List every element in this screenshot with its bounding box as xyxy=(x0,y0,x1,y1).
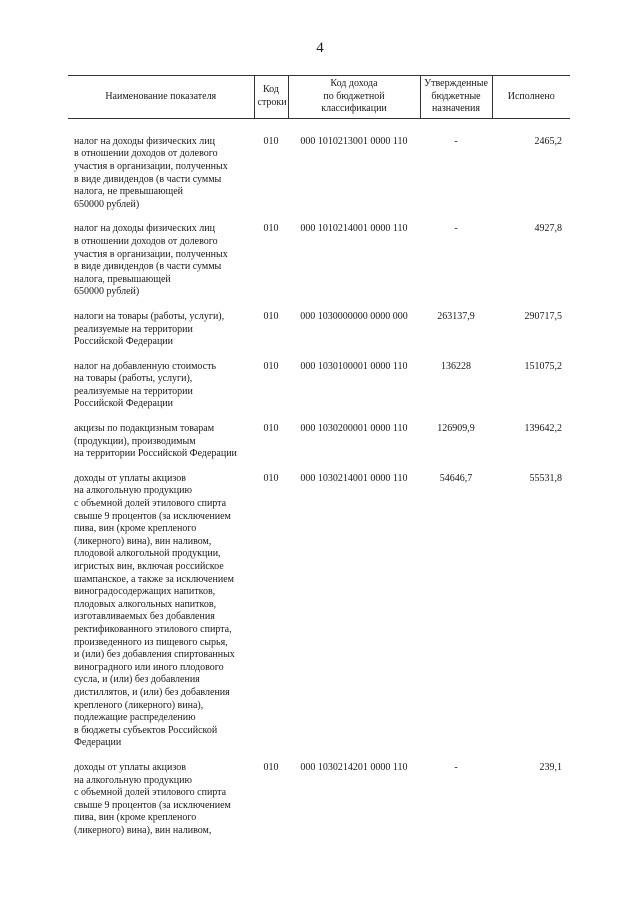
line-code: 010 xyxy=(263,472,279,484)
executed-amount: 55531,8 xyxy=(529,472,562,484)
line-code: 010 xyxy=(263,310,279,322)
table-row xyxy=(68,361,570,423)
table-row xyxy=(68,762,570,850)
line-code: 010 xyxy=(263,423,279,435)
executed-amount: 2465,2 xyxy=(534,135,562,147)
indicator-name: налог на доходы физических лиц в отношении доходов от долевого участия в организации, полученных в виде дивидендов (в части суммы налога, не превышающей 650000 рублей) xyxy=(74,135,228,210)
approved-amount: - xyxy=(454,761,458,773)
approved-amount: - xyxy=(454,223,458,235)
indicator-name: налоги на товары (работы, услуги), реализуемые на территории Российской Федерации xyxy=(74,310,225,348)
approved-amount: 136228 xyxy=(441,360,471,372)
income-code: 000 1030214201 0000 110 xyxy=(300,761,408,773)
page-number: 4 xyxy=(316,40,324,56)
executed-amount: 139642,2 xyxy=(524,423,562,435)
line-code: 010 xyxy=(263,135,279,147)
income-code: 000 1030214001 0000 110 xyxy=(300,472,408,484)
approved-amount: - xyxy=(454,135,458,147)
indicator-name: доходы от уплаты акцизов на алкогольную продукцию с объемной долей этилового спирта свыше 9 процентов (за исключением пива, вин (кроме крепленого (ликерного) вина), вин наливом, xyxy=(74,761,231,836)
table-row xyxy=(68,311,570,361)
indicator-name: доходы от уплаты акцизов на алкогольную продукцию с объемной долей этилового спирта свыше 9 процентов (за исключением пива, вин (кроме крепленого (ликерного) вина), вин наливом, плодовой алкогольной продукции, игристых вин, включая российское шампанское, а также за исключением виноградосодержащих напитков, плодовых алкогольных напитков, изготавливаемых без добавления ректификованного этилового спирта, произведенного из пищевого сырья, и (или) без добавления спиртованных виноградного или иного плодового сусла, и (или) без добавления дистиллятов, и (или) без добавления крепленого (ликерного) вина), подлежащие распределению в бюджеты субъектов Российской Федерации xyxy=(74,472,235,749)
approved-amount: 54646,7 xyxy=(439,472,473,484)
income-code: 000 1030000000 0000 000 xyxy=(300,310,408,322)
income-code: 000 1030200001 0000 110 xyxy=(300,423,408,435)
table-row xyxy=(68,118,570,223)
line-code: 010 xyxy=(263,761,279,773)
table-row xyxy=(68,423,570,473)
income-code: 000 1010213001 0000 110 xyxy=(300,135,408,147)
indicator-name: налог на доходы физических лиц в отношении доходов от долевого участия в организации, полученных в виде дивидендов (в части суммы налога, превышающей 650000 рублей) xyxy=(74,223,228,298)
header-indicator-name: Наименование показателя xyxy=(68,76,254,119)
table-row xyxy=(68,473,570,762)
executed-amount: 239,1 xyxy=(539,761,562,773)
line-code: 010 xyxy=(263,360,279,372)
approved-amount: 126909,9 xyxy=(437,423,475,435)
indicator-name: акцизы по подакцизным товарам (продукции), производимым на территории Российской Федерации xyxy=(74,423,237,460)
indicator-name: налог на добавленную стоимость на товары (работы, услуги), реализуемые на территории Российской Федерации xyxy=(74,360,217,410)
table-row xyxy=(68,223,570,311)
header-income-code: Код дохода по бюджетной классификации xyxy=(288,76,420,119)
line-code: 010 xyxy=(263,223,279,235)
header-executed: Исполнено xyxy=(492,76,570,119)
income-code: 000 1030100001 0000 110 xyxy=(300,360,408,372)
executed-amount: 4927,8 xyxy=(534,223,562,235)
approved-amount: 263137,9 xyxy=(437,310,475,322)
header-line-code: Код строки xyxy=(254,76,288,119)
budget-execution-table xyxy=(68,75,570,849)
income-code: 000 1010214001 0000 110 xyxy=(300,223,408,235)
executed-amount: 151075,2 xyxy=(524,360,562,372)
header-approved: Утвержденные бюджетные назначения xyxy=(420,76,492,119)
table-header-row xyxy=(68,76,570,119)
executed-amount: 290717,5 xyxy=(524,310,562,322)
